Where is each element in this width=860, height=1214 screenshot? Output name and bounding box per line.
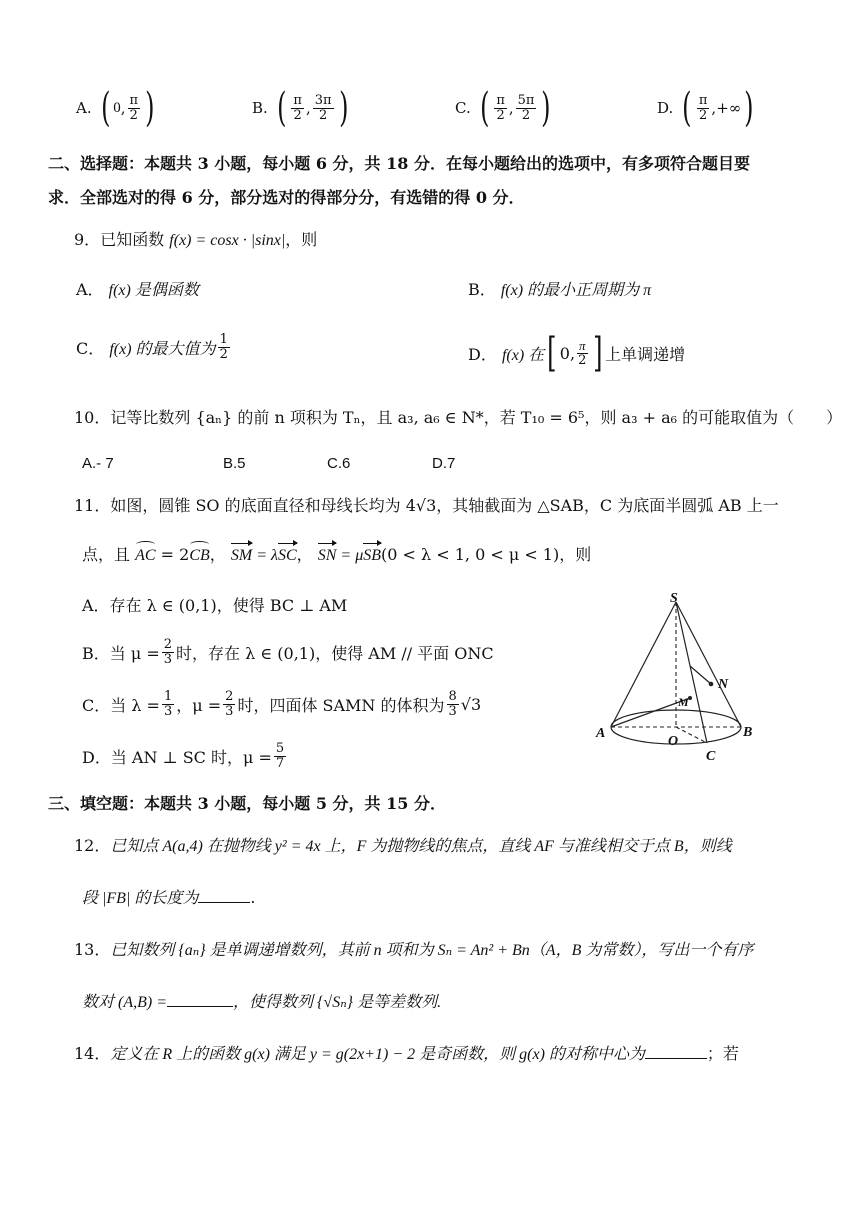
section2-heading-line2: 求．全部选对的得 6 分，部分选对的得部分分，有选错的得 0 分． bbox=[48, 188, 525, 207]
q11-option-c: C．当 λ = $\frac{1}{3}$ ，μ = $\frac{2}{3}$ 时，四面体 SAMN 的体积为 $\frac{8}{3}$ √3 bbox=[82, 689, 482, 719]
label-a: A bbox=[596, 726, 606, 741]
cone-line-oc bbox=[676, 727, 707, 743]
section2-heading-line1: 二、选择题：本题共 3 小题，每小题 6 分，共 18 分．在每小题给出的选项中，有多项符合题目要 bbox=[48, 154, 750, 173]
cone-edge-sa bbox=[611, 602, 676, 727]
q8-option-a: A. ( 0 , $\frac{\pi}{2}$ ) bbox=[76, 85, 155, 131]
q9-stem: 9．已知函数 f(x) = cosx · |sinx|，则 bbox=[74, 230, 318, 249]
cone-edge-sc bbox=[676, 602, 707, 743]
q9-option-b: B． f(x) 的最小正周期为 π bbox=[468, 280, 652, 299]
q13-stem-line1: 13．已知数列 {aₙ} 是单调递增数列，其前 n 项和为 Sₙ = An² + Bn（A，B 为常数），写出一个有序 bbox=[74, 940, 754, 959]
section3-heading: 三、填空题：本题共 3 小题，每小题 5 分，共 15 分． bbox=[48, 794, 446, 813]
q10-option-a: A.- 7 bbox=[82, 455, 114, 472]
label-n: N bbox=[718, 677, 729, 692]
q8-option-d: D. ( $\frac{\pi}{2}$ , +∞ ) bbox=[657, 85, 754, 131]
q8-option-b: B. ( $\frac{\pi}{2}$ , $\frac{3\pi}{2}$ ) bbox=[252, 85, 349, 131]
q12-stem-line1: 12．已知点 A(a,4) 在抛物线 y² = 4x 上，F 为抛物线的焦点，直线 AF 与准线相交于点 B，则线 bbox=[74, 836, 732, 855]
q11-option-b: B．当 μ = $\frac{2}{3}$ 时，存在 λ ∈ (0,1)，使得 AM // 平面 ONC bbox=[82, 637, 494, 667]
q9-option-a: A． f(x) 是偶函数 bbox=[76, 280, 199, 299]
q11-option-a: A．存在 λ ∈ (0,1)，使得 BC ⊥ AM bbox=[82, 596, 348, 615]
q14-answer-blank[interactable] bbox=[645, 1044, 707, 1059]
q12-answer-blank[interactable] bbox=[198, 888, 250, 903]
q10-option-b: B.5 bbox=[223, 455, 246, 472]
cone-figure bbox=[594, 590, 764, 770]
label-b: B bbox=[743, 725, 753, 740]
q12-stem-line2: 段 |FB| 的长度为 . bbox=[82, 888, 256, 907]
q11-stem-line1: 11．如图，圆锥 SO 的底面直径和母线长均为 4√3，其轴截面为 △SAB，C 为底面半圆弧 AB 上一 bbox=[74, 496, 779, 515]
q14-stem-line1: 14．定义在 R 上的函数 g(x) 满足 y = g(2x+1) − 2 是奇函数，则 g(x) 的对称中心为 ；若 bbox=[74, 1044, 739, 1063]
q9-option-d: D． f(x) 在 [ 0, $\frac{\pi}{2}$ ] 上单调递增 bbox=[468, 330, 686, 376]
q11-option-d: D．当 AN ⊥ SC 时，μ = $\frac{5}{7}$ bbox=[82, 741, 285, 771]
q10-stem: 10．记等比数列 {aₙ} 的前 n 项积为 Tₙ，且 a₃, a₆ ∈ N*，若 T₁₀ = 6⁵，则 a₃ + a₆ 的可能取值为（ ） bbox=[74, 408, 843, 427]
q8-option-c: C. ( $\frac{\pi}{2}$ , $\frac{5\pi}{2}$ ) bbox=[455, 85, 551, 131]
label-m: M bbox=[678, 695, 689, 709]
label-o: O bbox=[668, 734, 679, 749]
label-s: S bbox=[670, 591, 678, 606]
q13-answer-blank[interactable] bbox=[167, 992, 233, 1007]
q11-stem-line2: 点，且 AC = 2CB， SM = λSC， SN = μSB(0 < λ < 1, 0 < μ < 1)，则 bbox=[82, 543, 591, 568]
q10-option-c: C.6 bbox=[327, 455, 351, 472]
q13-stem-line2: 数对 (A,B) = ，使得数列 {√Sₙ} 是等差数列. bbox=[82, 994, 442, 1011]
label-c: C bbox=[706, 749, 716, 764]
q9-option-c: C． f(x) 的最大值为 $\frac{1}{2}$ bbox=[76, 332, 228, 362]
q10-option-d: D.7 bbox=[432, 455, 456, 472]
